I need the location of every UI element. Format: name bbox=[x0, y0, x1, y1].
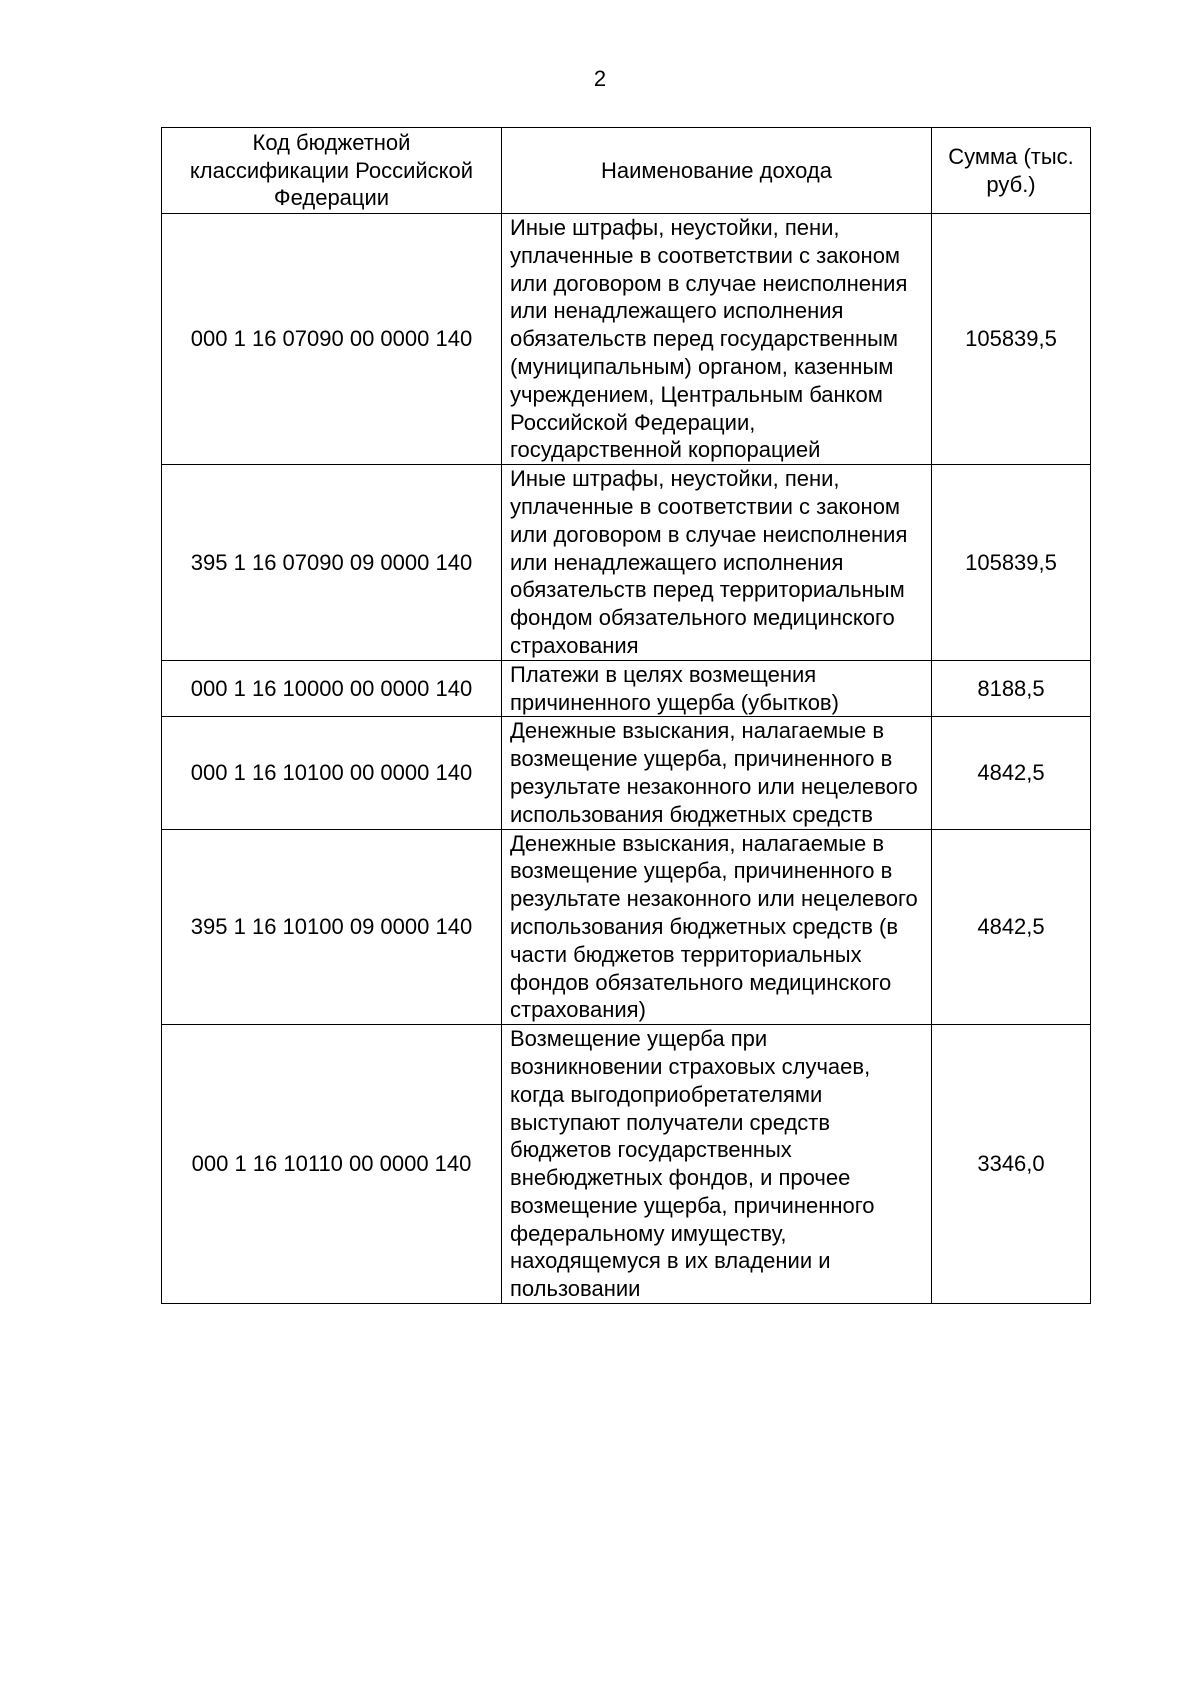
budget-revenue-table bbox=[161, 127, 1091, 1304]
table-row bbox=[162, 1025, 1091, 1304]
budget-code-cell: 000 1 16 07090 00 0000 140 bbox=[162, 214, 502, 465]
amount-cell: 4842,5 bbox=[932, 829, 1091, 1025]
revenue-name-cell: Платежи в целях возмещения причиненного ущерба (убытков) bbox=[502, 660, 932, 717]
budget-code-cell: 395 1 16 07090 09 0000 140 bbox=[162, 465, 502, 661]
table-row bbox=[162, 717, 1091, 829]
amount-cell: 8188,5 bbox=[932, 660, 1091, 717]
budget-code-cell: 000 1 16 10000 00 0000 140 bbox=[162, 660, 502, 717]
revenue-name-cell: Иные штрафы, неустойки, пени, уплаченные в соответствии с законом или договором в случае неисполнения или ненадлежащего исполнения обязательств перед территориальным фондом обязательного медицинского страхования bbox=[502, 465, 932, 661]
header-revenue-name: Наименование дохода bbox=[502, 128, 932, 214]
revenue-name-cell: Возмещение ущерба при возникновении страховых случаев, когда выгодоприобретателями выступают получатели средств бюджетов государственных внебюджетных фондов, и прочее возмещение ущерба, причиненного федеральному имуществу, находящемуся в их владении и пользовании bbox=[502, 1025, 932, 1304]
revenue-name-cell: Денежные взыскания, налагаемые в возмещение ущерба, причиненного в результате незаконного или нецелевого использования бюджетных средств (в части бюджетов территориальных фондов обязательного медицинского страхования) bbox=[502, 829, 932, 1025]
amount-cell: 105839,5 bbox=[932, 465, 1091, 661]
amount-cell: 105839,5 bbox=[932, 214, 1091, 465]
header-budget-code: Код бюджетной классификации Российской Федерации bbox=[162, 128, 502, 214]
amount-cell: 4842,5 bbox=[932, 717, 1091, 829]
table-row bbox=[162, 660, 1091, 717]
revenue-name-cell: Денежные взыскания, налагаемые в возмещение ущерба, причиненного в результате незаконного или нецелевого использования бюджетных средств bbox=[502, 717, 932, 829]
budget-code-cell: 000 1 16 10100 00 0000 140 bbox=[162, 717, 502, 829]
budget-code-cell: 395 1 16 10100 09 0000 140 bbox=[162, 829, 502, 1025]
table-header-row bbox=[162, 128, 1091, 214]
header-amount: Сумма (тыс. руб.) bbox=[932, 128, 1091, 214]
table-row bbox=[162, 214, 1091, 465]
page-number: 2 bbox=[593, 66, 607, 91]
budget-code-cell: 000 1 16 10110 00 0000 140 bbox=[162, 1025, 502, 1304]
table-row bbox=[162, 829, 1091, 1025]
table-row bbox=[162, 465, 1091, 661]
amount-cell: 3346,0 bbox=[932, 1025, 1091, 1304]
revenue-name-cell: Иные штрафы, неустойки, пени, уплаченные в соответствии с законом или договором в случае неисполнения или ненадлежащего исполнения обязательств перед государственным (муниципальным) органом, казенным учреждением, Центральным банком Российской Федерации, государственной корпорацией bbox=[502, 214, 932, 465]
